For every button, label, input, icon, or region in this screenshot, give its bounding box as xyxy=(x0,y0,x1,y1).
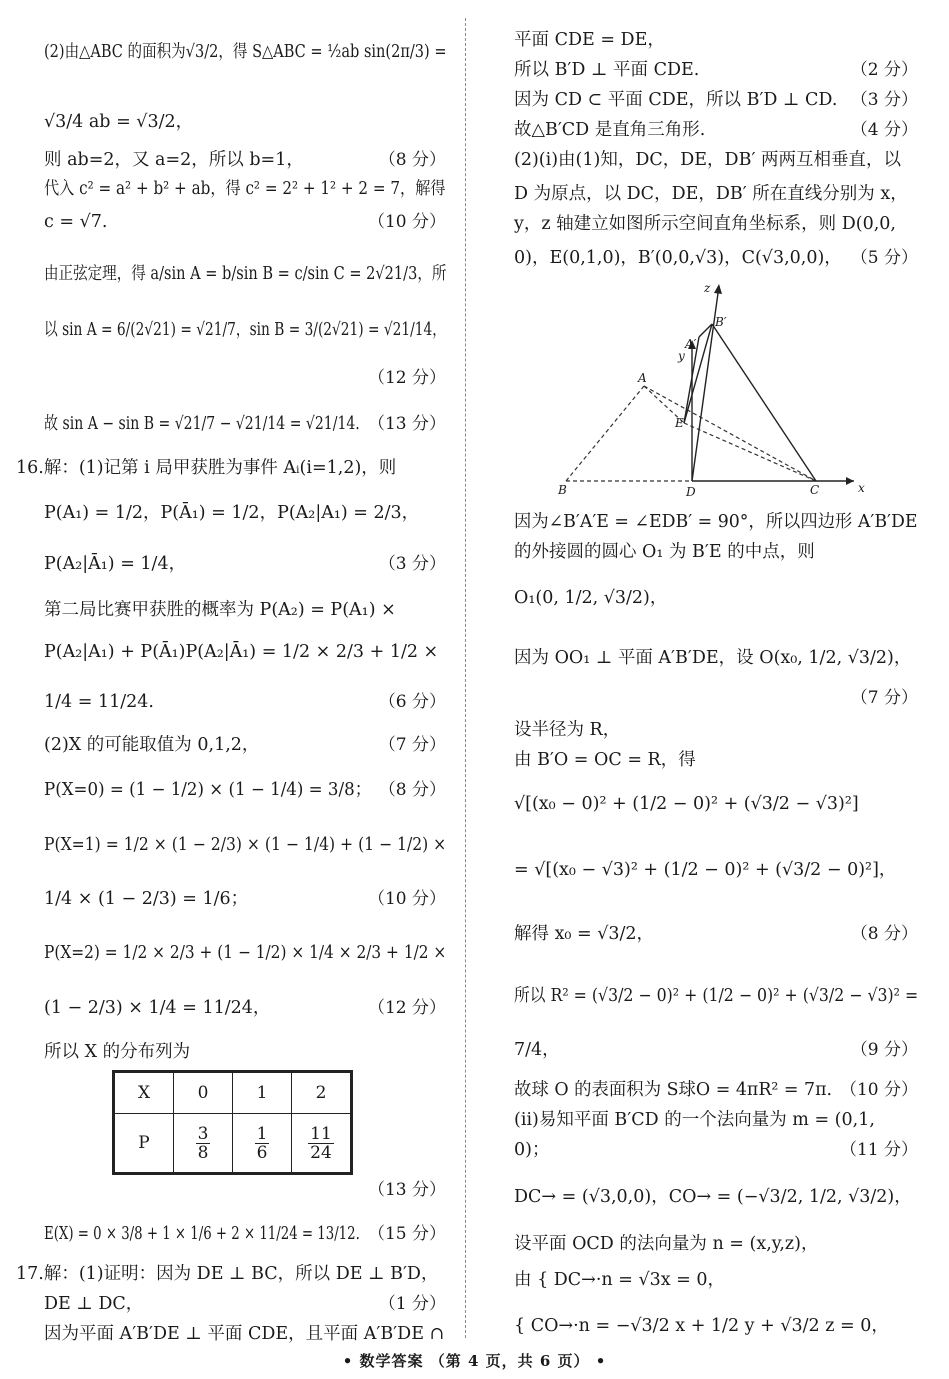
right-line xyxy=(514,246,918,270)
score-marker: （13 分） xyxy=(367,414,446,434)
right-line xyxy=(514,922,918,946)
right-line xyxy=(514,182,918,206)
score-marker: （3 分） xyxy=(850,90,918,110)
left-line-text: 1/4 × (1 − 2/3) = 1/6； xyxy=(44,889,249,909)
left-line-text: 因为平面 A′B′DE ⊥ 平面 CDE，且平面 A′B′DE ∩ xyxy=(44,1324,445,1344)
left-line xyxy=(44,778,446,802)
left-line xyxy=(44,1322,446,1346)
right-line-text: D 为原点，以 DC，DE，DB′ 所在直线分别为 x， xyxy=(514,184,908,204)
left-line-text: P(X=0) = (1 − 1/2) × (1 − 1/4) = 3/8； xyxy=(44,780,372,800)
right-line-text: 因为 CD ⊂ 平面 CDE，所以 B′D ⊥ CD. xyxy=(514,90,838,110)
left-line xyxy=(44,552,446,576)
right-line xyxy=(514,1078,918,1102)
score-marker: （12 分） xyxy=(367,368,446,388)
right-line xyxy=(514,1038,918,1062)
table-header-0: 0 xyxy=(174,1072,233,1114)
right-line-text: (ⅱ)易知平面 B′CD 的一个法向量为 m = (0,1, xyxy=(514,1110,875,1130)
left-line xyxy=(44,210,446,234)
score-marker: （8 分） xyxy=(378,780,446,800)
left-line-text: P(X=1) = 1/2 × (1 − 2/3) × (1 − 1/4) + (1 − 1/2) × xyxy=(44,835,447,855)
left-line xyxy=(44,318,446,342)
right-line xyxy=(514,1108,918,1132)
right-line-text: 所以 B′D ⊥ 平面 CDE. xyxy=(514,60,700,80)
score-marker: （9 分） xyxy=(850,1040,918,1060)
left-line-text: (2)X 的可能取值为 0,1,2， xyxy=(44,735,260,755)
page-footer: • 数学答案 （第 4 页，共 6 页） • xyxy=(342,1352,607,1370)
table-header-X: X xyxy=(114,1072,174,1114)
right-line-text: √[(x₀ − 0)² + (1/2 − 0)² + (√3/2 − √3)²] xyxy=(514,794,859,814)
left-line-text: P(A₂|A₁) + P(Ā₁)P(A₂|Ā₁) = 1/2 × 2/3 + 1/2 × xyxy=(44,642,439,662)
right-line-text: 0)； xyxy=(514,1140,550,1160)
right-line xyxy=(514,748,918,772)
left-line-text: 代入 c² = a² + b² + ab，得 c² = 2² + 1² + 2 = 7，解得 xyxy=(44,179,446,199)
left-line xyxy=(44,412,446,436)
left-line-text: 故 sin A − sin B = √21/7 − √21/14 = √21/14. xyxy=(44,414,360,434)
left-line xyxy=(44,501,446,525)
left-line-text: c = √7. xyxy=(44,212,108,232)
right-line xyxy=(514,118,918,142)
label-Bp: B′ xyxy=(715,315,727,329)
score-marker: （13 分） xyxy=(367,1180,446,1200)
left-line xyxy=(44,733,446,757)
label-x: x xyxy=(858,481,865,495)
right-line-text: 设平面 OCD 的法向量为 n = (x,y,z)， xyxy=(514,1234,819,1254)
left-line xyxy=(44,833,446,857)
left-line-text: P(X=2) = 1/2 × 2/3 + (1 − 1/2) × 1/4 × 2/3 + 1/2 × xyxy=(44,943,447,963)
left-line-text: (2)由△ABC 的面积为√3/2，得 S△ABC = ½ab sin(2π/3) = xyxy=(44,42,447,62)
label-y: y xyxy=(678,349,685,363)
right-line-text: 由 B′O = OC = R，得 xyxy=(514,750,696,770)
right-line-text: 设半径为 R， xyxy=(514,720,621,740)
left-line xyxy=(44,148,446,172)
right-line xyxy=(514,1314,918,1338)
score-marker: （5 分） xyxy=(850,248,918,268)
left-line xyxy=(16,456,446,480)
left-line xyxy=(44,941,446,965)
left-line xyxy=(44,110,446,134)
right-line xyxy=(514,1268,918,1292)
right-line-text: 所以 R² = (√3/2 − 0)² + (1/2 − 0)² + (√3/2 − √3)² = xyxy=(514,986,919,1006)
table-prob-2: $\frac{11}{24}$ xyxy=(292,1114,352,1174)
table-prob-1: $\frac{1}{6}$ xyxy=(233,1114,292,1174)
left-line xyxy=(44,1178,446,1202)
right-line xyxy=(514,984,918,1008)
label-B: B xyxy=(558,483,567,497)
right-line-text: y，z 轴建立如图所示空间直角坐标系，则 D(0,0, xyxy=(514,214,896,234)
left-line xyxy=(44,598,446,622)
left-line-text: E(X) = 0 × 3/8 + 1 × 1/6 + 2 × 11/24 = 13/12. xyxy=(44,1224,360,1244)
table-header-2: 2 xyxy=(292,1072,352,1114)
right-line-text: { CO→·n = −√3/2 x + 1/2 y + √3/2 z = 0， xyxy=(514,1316,889,1336)
right-line-text: 平面 CDE = DE， xyxy=(514,30,665,50)
left-line xyxy=(44,1292,446,1316)
right-line xyxy=(514,540,918,564)
left-line xyxy=(44,177,446,201)
label-C: C xyxy=(810,483,820,497)
right-line-text: = √[(x₀ − √3)² + (1/2 − 0)² + (√3/2 − 0)²]， xyxy=(514,860,897,880)
left-line-text: P(A₂|Ā₁) = 1/4， xyxy=(44,554,187,574)
right-line-text: (2)(ⅰ)由(1)知，DC，DE，DB′ 两两互相垂直，以 xyxy=(514,150,901,170)
left-line xyxy=(44,262,446,286)
score-marker: （7 分） xyxy=(378,735,446,755)
left-line-text: P(A₁) = 1/2，P(Ā₁) = 1/2，P(A₂|A₁) = 2/3， xyxy=(44,503,420,523)
right-line xyxy=(514,1138,918,1162)
right-column xyxy=(514,0,918,1345)
left-line-text: DE ⊥ DC， xyxy=(44,1294,144,1314)
left-line-text: 16.解：(1)记第 i 局甲获胜为事件 Aᵢ(i=1,2)，则 xyxy=(16,458,397,478)
left-line-text: 1/4 = 11/24. xyxy=(44,692,154,712)
score-marker: （4 分） xyxy=(850,120,918,140)
left-line-text: 所以 X 的分布列为 xyxy=(44,1042,191,1062)
right-line xyxy=(514,686,918,710)
right-line xyxy=(514,88,918,112)
table-header-1: 1 xyxy=(233,1072,292,1114)
left-line-text: 17.解：(1)证明：因为 DE ⊥ BC，所以 DE ⊥ B′D， xyxy=(16,1264,439,1284)
column-divider xyxy=(465,18,466,1338)
left-line xyxy=(44,1040,446,1064)
distribution-table xyxy=(112,1070,353,1175)
score-marker: （6 分） xyxy=(378,692,446,712)
right-line-text: 因为∠B′A′E = ∠EDB′ = 90°，所以四边形 A′B′DE xyxy=(514,512,918,532)
score-marker: （11 分） xyxy=(839,1140,918,1160)
score-marker: （8 分） xyxy=(850,924,918,944)
left-line-text: 以 sin A = 6/(2√21) = √21/7，sin B = 3/(2√21) = √21/14， xyxy=(44,320,446,340)
left-line-text: 第二局比赛甲获胜的概率为 P(A₂) = P(A₁) × xyxy=(44,600,396,620)
left-line-text: 则 ab=2，又 a=2，所以 b=1， xyxy=(44,150,304,170)
left-line-text: 由正弦定理，得 a/sin A = b/sin B = c/sin C = 2√21/3，所 xyxy=(44,264,447,284)
right-line xyxy=(514,58,918,82)
label-A: A xyxy=(638,371,647,385)
right-line xyxy=(514,510,918,534)
right-line xyxy=(514,858,918,882)
score-marker: （3 分） xyxy=(378,554,446,574)
coordinate-figure xyxy=(554,282,914,504)
left-line xyxy=(16,1262,446,1286)
score-marker: （12 分） xyxy=(367,998,446,1018)
left-line xyxy=(44,640,446,664)
score-marker: （7 分） xyxy=(850,688,918,708)
right-line xyxy=(514,646,918,670)
left-line xyxy=(44,1222,446,1246)
right-line-text: 解得 x₀ = √3/2， xyxy=(514,924,655,944)
score-marker: （2 分） xyxy=(850,60,918,80)
score-marker: （15 分） xyxy=(367,1224,446,1244)
right-line-text: 7/4， xyxy=(514,1040,560,1060)
label-z: z xyxy=(704,282,711,295)
left-line-text: √3/4 ab = √3/2， xyxy=(44,112,194,132)
right-line-text: O₁(0, 1/2, √3/2)， xyxy=(514,588,668,608)
left-line xyxy=(44,366,446,390)
right-line xyxy=(514,212,918,236)
left-line-text: (1 − 2/3) × 1/4 = 11/24， xyxy=(44,998,271,1018)
right-line xyxy=(514,148,918,172)
left-line xyxy=(44,40,446,64)
right-line xyxy=(514,1232,918,1256)
right-line-text: 故球 O 的表面积为 S球O = 4πR² = 7π. xyxy=(514,1080,833,1100)
right-line-text: 故△B′CD 是直角三角形. xyxy=(514,120,706,140)
edge-BpC xyxy=(712,324,816,481)
label-D: D xyxy=(686,485,696,499)
left-line xyxy=(44,887,446,911)
right-line xyxy=(514,28,918,52)
right-line xyxy=(514,1185,918,1209)
right-line-text: 因为 OO₁ ⊥ 平面 A′B′DE，设 O(x₀, 1/2, √3/2)， xyxy=(514,648,912,668)
right-line xyxy=(514,792,918,816)
right-line xyxy=(514,718,918,742)
right-line-text: 0)，E(0,1,0)，B′(0,0,√3)，C(√3,0,0)， xyxy=(514,248,842,268)
score-marker: （10 分） xyxy=(367,889,446,909)
table-row-label: P xyxy=(114,1114,174,1174)
edge-BA xyxy=(566,386,644,481)
label-E: E xyxy=(675,416,684,430)
table-prob-0: $\frac{3}{8}$ xyxy=(174,1114,233,1174)
right-line xyxy=(514,586,918,610)
right-line-text: DC→ = (√3,0,0)，CO→ = (−√3/2, 1/2, √3/2)， xyxy=(514,1187,912,1207)
score-marker: （8 分） xyxy=(378,150,446,170)
score-marker: （1 分） xyxy=(378,1294,446,1314)
right-line-text: 的外接圆的圆心 O₁ 为 B′E 的中点，则 xyxy=(514,542,815,562)
left-line xyxy=(44,996,446,1020)
edge-AC xyxy=(644,386,816,481)
score-marker: （10 分） xyxy=(839,1080,918,1100)
left-line xyxy=(44,690,446,714)
label-Ap: A′ xyxy=(685,337,697,351)
right-line-text: 由 { DC→·n = √3x = 0， xyxy=(514,1270,726,1290)
score-marker: （10 分） xyxy=(367,212,446,232)
